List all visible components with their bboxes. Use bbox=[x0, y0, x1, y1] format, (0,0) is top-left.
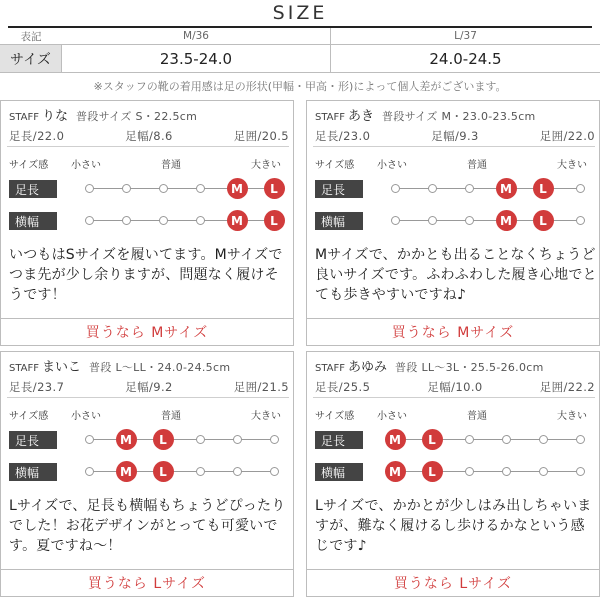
foot-measurements bbox=[315, 128, 595, 144]
length-m-marker: M bbox=[385, 429, 406, 450]
width-scale-dot bbox=[196, 216, 205, 225]
usual-size: 普段 LL〜3L・25.5-26.0cm bbox=[395, 361, 544, 374]
width-scale-dot bbox=[122, 216, 131, 225]
length-scale-dot bbox=[122, 184, 131, 193]
fit-scale-header bbox=[9, 156, 289, 170]
width-scale-dot bbox=[233, 467, 242, 476]
scale-small: 小さい bbox=[377, 411, 407, 422]
usual-size: 普段サイズ S・22.5cm bbox=[76, 110, 198, 123]
staff-name: りな bbox=[42, 109, 69, 124]
staff-header bbox=[9, 356, 291, 374]
size-value-l: 24.0-24.5 bbox=[429, 49, 502, 68]
width-scale-dot bbox=[465, 216, 474, 225]
foot-girth: 足囲/22.2 bbox=[539, 380, 595, 394]
card-divider bbox=[313, 397, 595, 398]
width-fit-label: 横幅 bbox=[9, 212, 57, 230]
length-scale-dot bbox=[465, 184, 474, 193]
scale-big: 大きい bbox=[557, 160, 587, 171]
scale-label: サイズ感 bbox=[9, 160, 49, 171]
width-fit-row bbox=[315, 210, 595, 232]
foot-width: 足幅/9.2 bbox=[125, 380, 173, 394]
width-scale-dot bbox=[502, 467, 511, 476]
staff-card bbox=[306, 100, 600, 346]
fit-note: ※スタッフの靴の着用感は足の形状(甲幅・甲高・形)によって個人差がございます。 bbox=[93, 80, 507, 93]
width-fit-label: 横幅 bbox=[315, 212, 363, 230]
width-scale-dot bbox=[576, 467, 585, 476]
staff-card bbox=[306, 351, 600, 597]
foot-width: 足幅/9.3 bbox=[431, 129, 479, 143]
width-scale-dot bbox=[85, 216, 94, 225]
length-fit-label: 足長 bbox=[9, 180, 57, 198]
scale-small: 小さい bbox=[71, 160, 101, 171]
staff-name: まいこ bbox=[42, 360, 82, 375]
size-table bbox=[0, 28, 600, 73]
width-l-marker: L bbox=[422, 461, 443, 482]
length-scale-dot bbox=[270, 435, 279, 444]
length-scale-dot bbox=[196, 184, 205, 193]
size-recommendation: 買うなら Lサイズ bbox=[1, 569, 293, 596]
width-scale-dot bbox=[270, 467, 279, 476]
foot-length: 足長/25.5 bbox=[315, 380, 371, 394]
scale-normal: 普通 bbox=[467, 160, 487, 171]
scale-label: サイズ感 bbox=[315, 160, 355, 171]
length-fit-label: 足長 bbox=[315, 180, 363, 198]
staff-header bbox=[315, 356, 597, 374]
width-scale-dot bbox=[159, 216, 168, 225]
fit-scale-header bbox=[315, 407, 595, 421]
foot-measurements bbox=[9, 379, 289, 395]
staff-card bbox=[0, 351, 294, 597]
length-m-marker: M bbox=[227, 178, 248, 199]
width-scale-dot bbox=[85, 467, 94, 476]
length-scale-dot bbox=[502, 435, 511, 444]
foot-width: 足幅/10.0 bbox=[427, 380, 483, 394]
page-title: SIZE bbox=[272, 2, 328, 24]
length-scale-dot bbox=[196, 435, 205, 444]
foot-width: 足幅/8.6 bbox=[125, 129, 173, 143]
scale-big: 大きい bbox=[251, 411, 281, 422]
size-header-label: 表記 bbox=[20, 30, 42, 43]
staff-tag: STAFF bbox=[315, 112, 346, 123]
scale-small: 小さい bbox=[71, 411, 101, 422]
size-table-header bbox=[0, 28, 600, 45]
size-value-m: 23.5-24.0 bbox=[62, 45, 331, 72]
width-l-marker: L bbox=[264, 210, 285, 231]
width-scale-dot bbox=[428, 216, 437, 225]
length-fit-row bbox=[9, 429, 289, 451]
fit-scale-header bbox=[315, 156, 595, 170]
foot-length: 足長/23.0 bbox=[315, 129, 371, 143]
length-scale-dot bbox=[428, 184, 437, 193]
foot-measurements bbox=[9, 128, 289, 144]
length-l-marker: L bbox=[264, 178, 285, 199]
fit-scale-header bbox=[9, 407, 289, 421]
staff-header bbox=[315, 105, 597, 123]
scale-big: 大きい bbox=[251, 160, 281, 171]
foot-girth: 足囲/22.0 bbox=[539, 129, 595, 143]
length-l-marker: L bbox=[422, 429, 443, 450]
width-m-marker: M bbox=[385, 461, 406, 482]
scale-normal: 普通 bbox=[161, 160, 181, 171]
staff-header bbox=[9, 105, 291, 123]
usual-size: 普段 L〜LL・24.0-24.5cm bbox=[89, 361, 231, 374]
staff-card bbox=[0, 100, 294, 346]
length-scale-dot bbox=[233, 435, 242, 444]
scale-big: 大きい bbox=[557, 411, 587, 422]
foot-girth: 足囲/21.5 bbox=[233, 380, 289, 394]
card-divider bbox=[7, 146, 289, 147]
length-l-marker: L bbox=[153, 429, 174, 450]
foot-girth: 足囲/20.5 bbox=[233, 129, 289, 143]
card-divider bbox=[7, 397, 289, 398]
staff-comment: Mサイズで、かかとも出ることなくちょうど良いサイズです。ふわふわした履き心地でとても歩きやすいですね♪ bbox=[315, 247, 597, 303]
width-fit-row bbox=[315, 461, 595, 483]
width-scale-dot bbox=[465, 467, 474, 476]
size-header-m: M/36 bbox=[62, 28, 331, 44]
length-scale-dot bbox=[576, 184, 585, 193]
length-scale-dot bbox=[159, 184, 168, 193]
width-m-marker: M bbox=[116, 461, 137, 482]
width-l-marker: L bbox=[533, 210, 554, 231]
width-fit-row bbox=[9, 461, 289, 483]
staff-comment: Lサイズで、足長も横幅もちょうどぴったりでした！お花デザインがとっても可愛いです。夏ですね〜！ bbox=[9, 498, 286, 554]
width-fit-label: 横幅 bbox=[315, 463, 363, 481]
foot-measurements bbox=[315, 379, 595, 395]
foot-length: 足長/23.7 bbox=[9, 380, 65, 394]
length-fit-row bbox=[315, 429, 595, 451]
size-recommendation: 買うなら Mサイズ bbox=[307, 318, 599, 345]
length-fit-label: 足長 bbox=[9, 431, 57, 449]
length-m-marker: M bbox=[496, 178, 517, 199]
size-recommendation: 買うなら Lサイズ bbox=[307, 569, 599, 596]
staff-name: あゆみ bbox=[348, 360, 388, 375]
width-scale-dot bbox=[539, 467, 548, 476]
foot-length: 足長/22.0 bbox=[9, 129, 65, 143]
length-scale-dot bbox=[465, 435, 474, 444]
staff-name: あき bbox=[348, 109, 375, 124]
width-l-marker: L bbox=[153, 461, 174, 482]
staff-comment: いつもはSサイズを履いてます。Mサイズでつま先が少し余りますが、問題なく履けそうです！ bbox=[9, 247, 283, 303]
length-l-marker: L bbox=[533, 178, 554, 199]
staff-tag: STAFF bbox=[9, 363, 40, 374]
width-m-marker: M bbox=[496, 210, 517, 231]
length-m-marker: M bbox=[116, 429, 137, 450]
scale-small: 小さい bbox=[377, 160, 407, 171]
size-table-values bbox=[0, 45, 600, 73]
scale-normal: 普通 bbox=[467, 411, 487, 422]
usual-size: 普段サイズ M・23.0-23.5cm bbox=[382, 110, 536, 123]
length-fit-row bbox=[315, 178, 595, 200]
length-fit-label: 足長 bbox=[315, 431, 363, 449]
length-scale-dot bbox=[539, 435, 548, 444]
scale-label: サイズ感 bbox=[9, 411, 49, 422]
width-scale-dot bbox=[196, 467, 205, 476]
width-scale-dot bbox=[391, 216, 400, 225]
staff-tag: STAFF bbox=[9, 112, 40, 123]
length-fit-row bbox=[9, 178, 289, 200]
length-scale-dot bbox=[576, 435, 585, 444]
length-scale-dot bbox=[391, 184, 400, 193]
width-fit-label: 横幅 bbox=[9, 463, 57, 481]
length-scale-dot bbox=[85, 435, 94, 444]
size-row-label: サイズ bbox=[0, 45, 62, 72]
size-recommendation: 買うなら Mサイズ bbox=[1, 318, 293, 345]
width-scale-dot bbox=[576, 216, 585, 225]
size-header-l: L/37 bbox=[454, 30, 477, 42]
card-divider bbox=[313, 146, 595, 147]
width-m-marker: M bbox=[227, 210, 248, 231]
width-fit-row bbox=[9, 210, 289, 232]
length-scale-dot bbox=[85, 184, 94, 193]
staff-tag: STAFF bbox=[315, 363, 346, 374]
scale-label: サイズ感 bbox=[315, 411, 355, 422]
scale-normal: 普通 bbox=[161, 411, 181, 422]
staff-comment: Lサイズで、かかとが少しはみ出しちゃいますが、難なく履けるし歩けるかなという感じです♪ bbox=[315, 498, 592, 554]
